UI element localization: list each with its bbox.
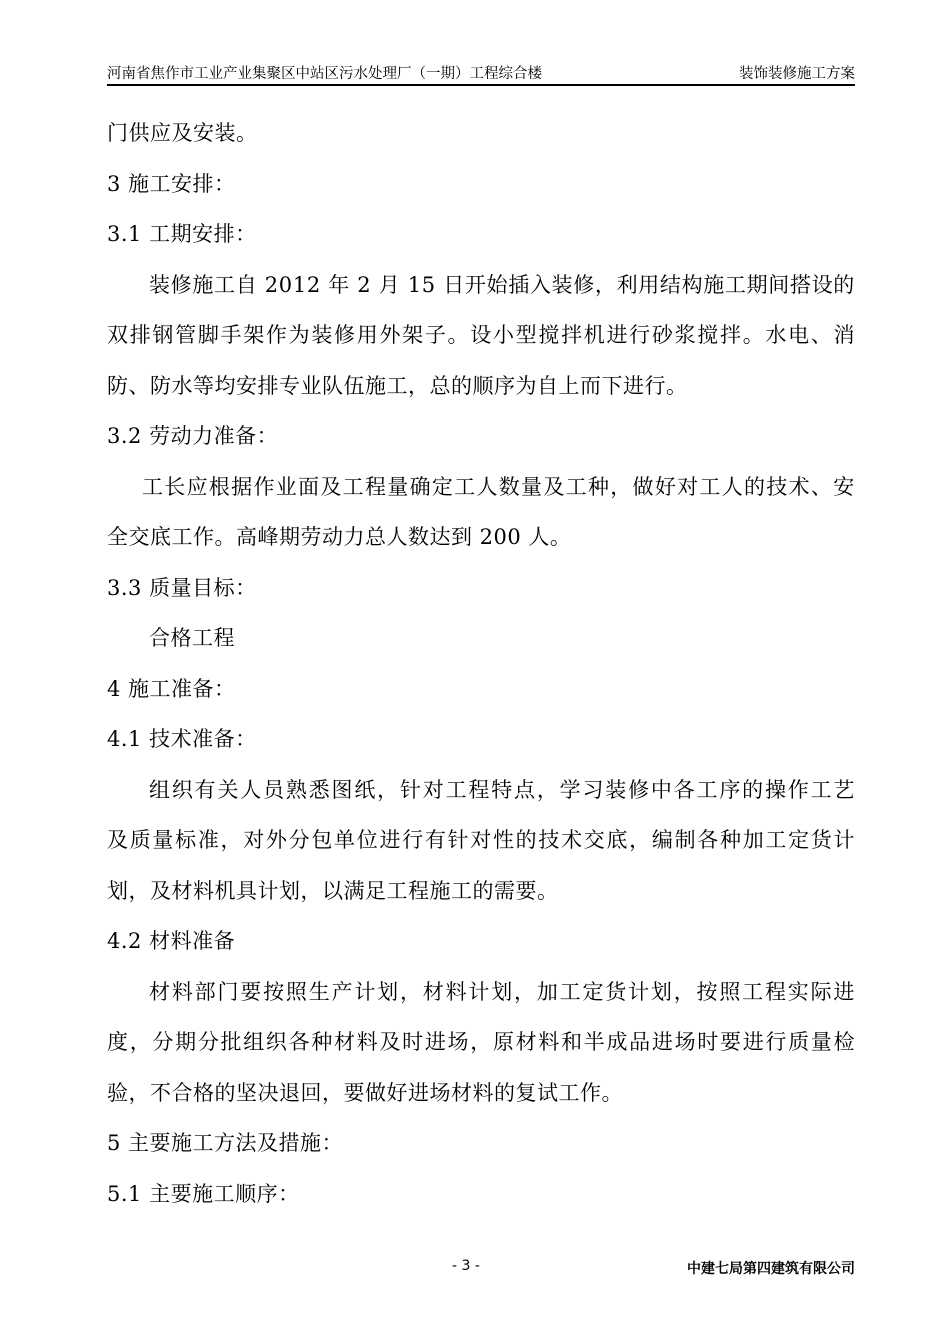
paragraph-line: 度 ， 分 期 分 批 组 织 各 种 材 料 及 时 进 场 ， 原 材 料 和 半 成 品 进 场 时 要 进 行 质 量 检 <box>107 1030 855 1054</box>
page-header <box>107 64 855 86</box>
paragraph-line: 门供应及安装。 <box>107 121 258 145</box>
subsection-heading-3-1: 3.1 工期安排： <box>107 222 257 246</box>
company-name: 中建七局第四建筑有限公司 <box>687 1261 855 1277</box>
paragraph-line: 划，及材料机具计划，以满足工程施工的需要。 <box>107 878 559 903</box>
subsection-heading-4-2: 4.2 材料准备 <box>107 929 236 953</box>
section-heading-3: 3 施工安排： <box>107 171 236 196</box>
header-divider <box>107 84 855 86</box>
paragraph-line: 验，不合格的坚决退回，要做好进场材料的复试工作。 <box>107 1080 623 1105</box>
section-heading-4: 4 施工准备： <box>107 676 236 701</box>
subsection-heading-3-2: 3.2 劳动力准备： <box>107 424 279 448</box>
section-heading-5: 5 主要施工方法及措施： <box>107 1131 344 1155</box>
paragraph-line: 及 质 量 标 准 ， 对 外 分 包 单 位 进 行 有 针 对 性 的 技 术 交 底 ， 编 制 各 种 加 工 定 货 计 <box>107 828 855 852</box>
page-number: - 3 - <box>452 1258 480 1274</box>
paragraph-line: 组 织 有 关 人 员 熟 悉 图 纸 ， 针 对 工 程 特 点 ， 学 习 装 修 中 各 工 序 的 操 作 工 艺 <box>149 777 855 802</box>
paragraph-line: 全交底工作。高峰期劳动力总人数达到 200 人。 <box>107 525 572 549</box>
subsection-heading-5-1: 5.1 主要施工顺序： <box>107 1181 300 1206</box>
paragraph-line: 防、防水等均安排专业队伍施工，总的顺序为自上而下进行。 <box>107 373 688 398</box>
subsection-heading-4-1: 4.1 技术准备： <box>107 727 257 751</box>
subsection-heading-3-3: 3.3 质量目标： <box>107 575 257 600</box>
paragraph-line: 材 料 部 门 要 按 照 生 产 计 划 ， 材 料 计 划 ， 加 工 定 货 计 划 ， 按 照 工 程 实 际 进 <box>149 979 855 1004</box>
paragraph-line: 合格工程 <box>149 626 235 650</box>
paragraph-line: 工 长 应 根 据 作 业 面 及 工 程 量 确 定 工 人 数 量 及 工 种 ， 做 好 对 工 人 的 技 术 、 安 <box>142 474 855 499</box>
header-project-title: 河南省焦作市工业产业集聚区中站区污水处理厂（一期）工程综合楼 <box>107 66 542 82</box>
paragraph-line: 装 修 施 工 自 2 0 1 2 年 2 月 1 5 日 开 始 插 入 装 修 ， 利 用 结 构 施 工 期 间 搭 设 的 <box>149 272 855 297</box>
page-footer <box>107 1258 855 1280</box>
document-body <box>107 108 855 1219</box>
header-document-title: 装饰装修施工方案 <box>739 66 855 82</box>
paragraph-line: 双 排 钢 管 脚 手 架 作 为 装 修 用 外 架 子 。 设 小 型 搅 拌 机 进 行 砂 浆 搅 拌 。 水 电 、 消 <box>107 323 855 347</box>
